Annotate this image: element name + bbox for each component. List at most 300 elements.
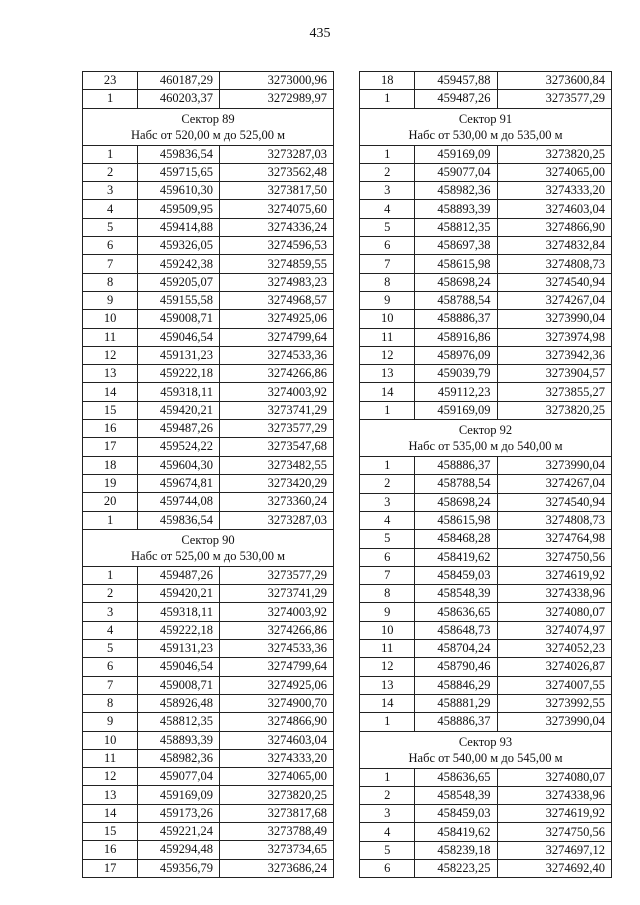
coordinate-row	[83, 200, 334, 218]
sector-header	[83, 108, 334, 145]
point-number-cell: 1	[83, 145, 138, 163]
x-coordinate-cell: 460187,29	[138, 72, 220, 90]
sector-header-row	[360, 420, 612, 457]
point-number-cell: 11	[83, 749, 138, 767]
sector-title: Сектор 93	[458, 734, 513, 749]
coordinate-row	[83, 786, 334, 804]
x-coordinate-cell: 458239,18	[415, 841, 497, 859]
x-coordinate-cell: 458788,54	[415, 475, 497, 493]
y-coordinate-cell: 3274052,23	[497, 640, 612, 658]
point-number-cell: 23	[83, 72, 138, 90]
point-number-cell: 6	[83, 658, 138, 676]
x-coordinate-cell: 459836,54	[138, 145, 220, 163]
x-coordinate-cell: 459610,30	[138, 182, 220, 200]
coordinate-row	[83, 822, 334, 840]
point-number-cell: 5	[360, 530, 415, 548]
sector-title: Сектор 89	[181, 111, 235, 126]
point-number-cell: 3	[360, 493, 415, 511]
x-coordinate-cell: 459221,24	[138, 822, 220, 840]
coordinate-row	[360, 694, 612, 712]
x-coordinate-cell: 459294,48	[138, 841, 220, 859]
point-number-cell: 11	[360, 328, 415, 346]
x-coordinate-cell: 458893,39	[415, 200, 497, 218]
point-number-cell: 8	[360, 585, 415, 603]
x-coordinate-cell: 459420,21	[138, 401, 220, 419]
x-coordinate-cell: 459420,21	[138, 585, 220, 603]
point-number-cell: 10	[83, 310, 138, 328]
point-number-cell: 14	[83, 383, 138, 401]
y-coordinate-cell: 3273287,03	[219, 145, 333, 163]
y-coordinate-cell: 3274003,92	[219, 603, 333, 621]
point-number-cell: 3	[83, 182, 138, 200]
coordinate-row	[83, 585, 334, 603]
x-coordinate-cell: 459155,58	[138, 291, 220, 309]
x-coordinate-cell: 459205,07	[138, 273, 220, 291]
coordinate-row	[83, 731, 334, 749]
point-number-cell: 2	[360, 475, 415, 493]
point-number-cell: 3	[360, 182, 415, 200]
point-number-cell: 9	[83, 713, 138, 731]
x-coordinate-cell: 459318,11	[138, 383, 220, 401]
x-coordinate-cell: 459715,65	[138, 163, 220, 181]
x-coordinate-cell: 459222,18	[138, 365, 220, 383]
y-coordinate-cell: 3274338,96	[497, 585, 612, 603]
coordinate-row	[360, 493, 612, 511]
y-coordinate-cell: 3273734,65	[219, 841, 333, 859]
y-coordinate-cell: 3274540,94	[497, 273, 612, 291]
point-number-cell: 4	[360, 823, 415, 841]
x-coordinate-cell: 460203,37	[138, 90, 220, 108]
y-coordinate-cell: 3273904,57	[497, 365, 612, 383]
sector-height-range: Набс от 525,00 м до 530,00 м	[131, 548, 285, 563]
y-coordinate-cell: 3274080,07	[497, 768, 612, 786]
point-number-cell: 17	[83, 859, 138, 877]
sector-header-row	[83, 108, 334, 145]
coordinate-row	[360, 90, 612, 108]
x-coordinate-cell: 459457,88	[415, 72, 497, 90]
point-number-cell: 13	[360, 676, 415, 694]
point-number-cell: 4	[360, 200, 415, 218]
y-coordinate-cell: 3274080,07	[497, 603, 612, 621]
coordinate-row	[360, 548, 612, 566]
y-coordinate-cell: 3274338,96	[497, 786, 612, 804]
x-coordinate-cell: 458704,24	[415, 640, 497, 658]
coordinate-row	[83, 273, 334, 291]
x-coordinate-cell: 459242,38	[138, 255, 220, 273]
y-coordinate-cell: 3274333,20	[219, 749, 333, 767]
y-coordinate-cell: 3274003,92	[219, 383, 333, 401]
point-number-cell: 3	[83, 603, 138, 621]
coordinate-row	[83, 365, 334, 383]
x-coordinate-cell: 458916,86	[415, 328, 497, 346]
point-number-cell: 14	[360, 383, 415, 401]
coordinate-row	[83, 346, 334, 364]
point-number-cell: 19	[83, 474, 138, 492]
coordinate-row	[360, 457, 612, 475]
point-number-cell: 4	[83, 621, 138, 639]
x-coordinate-cell: 458926,48	[138, 694, 220, 712]
coordinate-row	[360, 401, 612, 419]
sector-header-row	[360, 731, 612, 768]
coordinate-row	[360, 218, 612, 236]
y-coordinate-cell: 3274832,84	[497, 237, 612, 255]
x-coordinate-cell: 459173,26	[138, 804, 220, 822]
x-coordinate-cell: 459169,09	[415, 401, 497, 419]
x-coordinate-cell: 459524,22	[138, 438, 220, 456]
point-number-cell: 7	[83, 255, 138, 273]
point-number-cell: 10	[360, 621, 415, 639]
y-coordinate-cell: 3273420,29	[219, 474, 333, 492]
x-coordinate-cell: 458636,65	[415, 768, 497, 786]
coordinate-row	[83, 676, 334, 694]
coordinate-row	[83, 310, 334, 328]
x-coordinate-cell: 458459,03	[415, 805, 497, 823]
coordinate-row	[360, 823, 612, 841]
coordinate-row	[360, 328, 612, 346]
coordinate-row	[83, 90, 334, 108]
x-coordinate-cell: 459077,04	[138, 768, 220, 786]
coordinate-row	[83, 511, 334, 529]
x-coordinate-cell: 458886,37	[415, 713, 497, 731]
x-coordinate-cell: 459487,26	[415, 90, 497, 108]
x-coordinate-cell: 459169,09	[415, 145, 497, 163]
sector-height-range: Набс от 530,00 м до 535,00 м	[408, 127, 563, 142]
point-number-cell: 9	[360, 291, 415, 309]
coordinate-row	[360, 511, 612, 529]
y-coordinate-cell: 3273820,25	[497, 401, 612, 419]
coordinate-row	[83, 768, 334, 786]
coordinate-row	[83, 694, 334, 712]
coordinate-row	[83, 163, 334, 181]
point-number-cell: 13	[83, 786, 138, 804]
sector-title: Сектор 91	[458, 111, 513, 126]
y-coordinate-cell: 3274799,64	[219, 328, 333, 346]
sector-height-range: Набс от 540,00 м до 545,00 м	[408, 750, 563, 765]
coordinate-row	[360, 475, 612, 493]
point-number-cell: 8	[360, 273, 415, 291]
point-number-cell: 16	[83, 841, 138, 859]
y-coordinate-cell: 3274750,56	[497, 823, 612, 841]
sector-title: Сектор 92	[458, 423, 513, 438]
x-coordinate-cell: 459836,54	[138, 511, 220, 529]
y-coordinate-cell: 3274603,04	[497, 200, 612, 218]
y-coordinate-cell: 3274619,92	[497, 566, 612, 584]
point-number-cell: 2	[83, 163, 138, 181]
y-coordinate-cell: 3273547,68	[219, 438, 333, 456]
point-number-cell: 7	[83, 676, 138, 694]
x-coordinate-cell: 458419,62	[415, 548, 497, 566]
coordinate-row	[360, 768, 612, 786]
x-coordinate-cell: 459131,23	[138, 346, 220, 364]
point-number-cell: 1	[360, 713, 415, 731]
point-number-cell: 13	[360, 365, 415, 383]
y-coordinate-cell: 3274808,73	[497, 511, 612, 529]
sector-title: Сектор 90	[181, 532, 235, 547]
x-coordinate-cell: 458886,37	[415, 457, 497, 475]
y-coordinate-cell: 3273482,55	[219, 456, 333, 474]
point-number-cell: 6	[360, 548, 415, 566]
x-coordinate-cell: 459318,11	[138, 603, 220, 621]
point-number-cell: 11	[360, 640, 415, 658]
x-coordinate-cell: 458812,35	[415, 218, 497, 236]
y-coordinate-cell: 3274859,55	[219, 255, 333, 273]
point-number-cell: 1	[360, 457, 415, 475]
x-coordinate-cell: 458223,25	[415, 859, 497, 877]
y-coordinate-cell: 3274540,94	[497, 493, 612, 511]
coordinate-row	[360, 603, 612, 621]
point-number-cell: 20	[83, 493, 138, 511]
coordinate-row	[83, 713, 334, 731]
y-coordinate-cell: 3274799,64	[219, 658, 333, 676]
y-coordinate-cell: 3274333,20	[497, 182, 612, 200]
sector-header-row	[360, 108, 612, 145]
point-number-cell: 5	[360, 218, 415, 236]
coordinate-row	[83, 804, 334, 822]
y-coordinate-cell: 3274075,60	[219, 200, 333, 218]
x-coordinate-cell: 458982,36	[138, 749, 220, 767]
y-coordinate-cell: 3274764,98	[497, 530, 612, 548]
coordinate-row	[360, 566, 612, 584]
x-coordinate-cell: 459487,26	[138, 566, 220, 584]
sector-height-range: Набс от 520,00 м до 525,00 м	[131, 127, 285, 142]
x-coordinate-cell: 458615,98	[415, 255, 497, 273]
y-coordinate-cell: 3273817,50	[219, 182, 333, 200]
point-number-cell: 13	[83, 365, 138, 383]
coordinate-row	[83, 328, 334, 346]
y-coordinate-cell: 3273817,68	[219, 804, 333, 822]
coordinate-row	[83, 603, 334, 621]
x-coordinate-cell: 458881,29	[415, 694, 497, 712]
y-coordinate-cell: 3273992,55	[497, 694, 612, 712]
sector-header	[360, 108, 612, 145]
sector-header	[360, 731, 612, 768]
point-number-cell: 1	[360, 145, 415, 163]
y-coordinate-cell: 3274900,70	[219, 694, 333, 712]
point-number-cell: 18	[83, 456, 138, 474]
y-coordinate-cell: 3274968,57	[219, 291, 333, 309]
x-coordinate-cell: 458698,24	[415, 493, 497, 511]
point-number-cell: 12	[83, 346, 138, 364]
sector-header	[360, 420, 612, 457]
point-number-cell: 1	[83, 566, 138, 584]
coordinate-row	[360, 182, 612, 200]
coordinate-row	[360, 200, 612, 218]
coordinate-row	[360, 621, 612, 639]
point-number-cell: 6	[83, 237, 138, 255]
y-coordinate-cell: 3274026,87	[497, 658, 612, 676]
y-coordinate-cell: 3273287,03	[219, 511, 333, 529]
y-coordinate-cell: 3273600,84	[497, 72, 612, 90]
coordinate-row	[83, 72, 334, 90]
point-number-cell: 18	[360, 72, 415, 90]
x-coordinate-cell: 458419,62	[415, 823, 497, 841]
point-number-cell: 15	[83, 822, 138, 840]
sector-header-row	[83, 529, 334, 566]
point-number-cell: 17	[83, 438, 138, 456]
coordinate-row	[83, 182, 334, 200]
y-coordinate-cell: 3273686,24	[219, 859, 333, 877]
x-coordinate-cell: 459131,23	[138, 640, 220, 658]
coordinate-row	[360, 713, 612, 731]
point-number-cell: 2	[360, 786, 415, 804]
y-coordinate-cell: 3273855,27	[497, 383, 612, 401]
point-number-cell: 16	[83, 420, 138, 438]
x-coordinate-cell: 458982,36	[415, 182, 497, 200]
coordinate-row	[360, 237, 612, 255]
coordinate-row	[83, 218, 334, 236]
coordinate-row	[360, 72, 612, 90]
coordinate-row	[83, 237, 334, 255]
coordinate-row	[360, 346, 612, 364]
y-coordinate-cell: 3274697,12	[497, 841, 612, 859]
y-coordinate-cell: 3274983,23	[219, 273, 333, 291]
coordinate-row	[360, 658, 612, 676]
coordinate-row	[360, 383, 612, 401]
point-number-cell: 1	[360, 768, 415, 786]
coordinate-row	[360, 310, 612, 328]
point-number-cell: 8	[83, 694, 138, 712]
y-coordinate-cell: 3274808,73	[497, 255, 612, 273]
x-coordinate-cell: 458548,39	[415, 786, 497, 804]
point-number-cell: 6	[360, 859, 415, 877]
y-coordinate-cell: 3274266,86	[219, 621, 333, 639]
x-coordinate-cell: 459046,54	[138, 658, 220, 676]
y-coordinate-cell: 3274065,00	[497, 163, 612, 181]
y-coordinate-cell: 3274596,53	[219, 237, 333, 255]
coordinate-row	[83, 566, 334, 584]
point-number-cell: 5	[83, 218, 138, 236]
coordinate-row	[83, 291, 334, 309]
point-number-cell: 3	[360, 805, 415, 823]
left-coordinates-table	[82, 71, 334, 878]
x-coordinate-cell: 458615,98	[415, 511, 497, 529]
page-number: 435	[309, 26, 331, 41]
y-coordinate-cell: 3273000,96	[219, 72, 333, 90]
point-number-cell: 4	[360, 511, 415, 529]
point-number-cell: 10	[83, 731, 138, 749]
y-coordinate-cell: 3273990,04	[497, 457, 612, 475]
point-number-cell: 15	[83, 401, 138, 419]
y-coordinate-cell: 3273990,04	[497, 310, 612, 328]
x-coordinate-cell: 458697,38	[415, 237, 497, 255]
y-coordinate-cell: 3273577,29	[219, 566, 333, 584]
y-coordinate-cell: 3274533,36	[219, 346, 333, 364]
x-coordinate-cell: 459414,88	[138, 218, 220, 236]
x-coordinate-cell: 458886,37	[415, 310, 497, 328]
y-coordinate-cell: 3274925,06	[219, 676, 333, 694]
x-coordinate-cell: 459744,08	[138, 493, 220, 511]
x-coordinate-cell: 459674,81	[138, 474, 220, 492]
coordinate-row	[360, 585, 612, 603]
x-coordinate-cell: 459222,18	[138, 621, 220, 639]
x-coordinate-cell: 459356,79	[138, 859, 220, 877]
y-coordinate-cell: 3273820,25	[219, 786, 333, 804]
point-number-cell: 11	[83, 328, 138, 346]
y-coordinate-cell: 3274074,97	[497, 621, 612, 639]
point-number-cell: 2	[360, 163, 415, 181]
point-number-cell: 12	[83, 768, 138, 786]
coordinate-row	[360, 676, 612, 694]
x-coordinate-cell: 458468,28	[415, 530, 497, 548]
y-coordinate-cell: 3273741,29	[219, 585, 333, 603]
coordinate-row	[360, 786, 612, 804]
coordinate-row	[360, 640, 612, 658]
y-coordinate-cell: 3273788,49	[219, 822, 333, 840]
coordinate-row	[83, 456, 334, 474]
x-coordinate-cell: 459604,30	[138, 456, 220, 474]
x-coordinate-cell: 458459,03	[415, 566, 497, 584]
x-coordinate-cell: 458698,24	[415, 273, 497, 291]
coordinate-row	[360, 859, 612, 877]
y-coordinate-cell: 3273360,24	[219, 493, 333, 511]
y-coordinate-cell: 3274603,04	[219, 731, 333, 749]
point-number-cell: 1	[83, 511, 138, 529]
x-coordinate-cell: 459509,95	[138, 200, 220, 218]
y-coordinate-cell: 3274866,90	[219, 713, 333, 731]
point-number-cell: 6	[360, 237, 415, 255]
x-coordinate-cell: 458788,54	[415, 291, 497, 309]
coordinate-row	[83, 383, 334, 401]
y-coordinate-cell: 3274266,86	[219, 365, 333, 383]
point-number-cell: 8	[83, 273, 138, 291]
coordinate-row	[83, 621, 334, 639]
x-coordinate-cell: 458548,39	[415, 585, 497, 603]
point-number-cell: 5	[360, 841, 415, 859]
x-coordinate-cell: 459008,71	[138, 676, 220, 694]
point-number-cell: 7	[360, 566, 415, 584]
point-number-cell: 14	[360, 694, 415, 712]
x-coordinate-cell: 459169,09	[138, 786, 220, 804]
y-coordinate-cell: 3273990,04	[497, 713, 612, 731]
point-number-cell: 14	[83, 804, 138, 822]
coordinate-row	[360, 163, 612, 181]
y-coordinate-cell: 3274267,04	[497, 475, 612, 493]
point-number-cell: 1	[360, 90, 415, 108]
x-coordinate-cell: 459112,23	[415, 383, 497, 401]
x-coordinate-cell: 459039,79	[415, 365, 497, 383]
sector-height-range: Набс от 535,00 м до 540,00 м	[408, 439, 563, 454]
right-coordinates-table	[359, 71, 612, 878]
point-number-cell: 7	[360, 255, 415, 273]
y-coordinate-cell: 3274533,36	[219, 640, 333, 658]
y-coordinate-cell: 3273577,29	[219, 420, 333, 438]
coordinate-row	[83, 658, 334, 676]
point-number-cell: 1	[360, 401, 415, 419]
x-coordinate-cell: 459077,04	[415, 163, 497, 181]
x-coordinate-cell: 458636,65	[415, 603, 497, 621]
point-number-cell: 12	[360, 658, 415, 676]
x-coordinate-cell: 458846,29	[415, 676, 497, 694]
coordinate-row	[360, 841, 612, 859]
y-coordinate-cell: 3273974,98	[497, 328, 612, 346]
coordinate-row	[360, 805, 612, 823]
y-coordinate-cell: 3274065,00	[219, 768, 333, 786]
coordinate-row	[83, 841, 334, 859]
y-coordinate-cell: 3274336,24	[219, 218, 333, 236]
y-coordinate-cell: 3274866,90	[497, 218, 612, 236]
point-number-cell: 12	[360, 346, 415, 364]
y-coordinate-cell: 3273577,29	[497, 90, 612, 108]
coordinate-row	[360, 145, 612, 163]
y-coordinate-cell: 3273820,25	[497, 145, 612, 163]
x-coordinate-cell: 459326,05	[138, 237, 220, 255]
coordinate-row	[360, 530, 612, 548]
x-coordinate-cell: 458893,39	[138, 731, 220, 749]
point-number-cell: 9	[360, 603, 415, 621]
y-coordinate-cell: 3274007,55	[497, 676, 612, 694]
y-coordinate-cell: 3273562,48	[219, 163, 333, 181]
x-coordinate-cell: 459008,71	[138, 310, 220, 328]
